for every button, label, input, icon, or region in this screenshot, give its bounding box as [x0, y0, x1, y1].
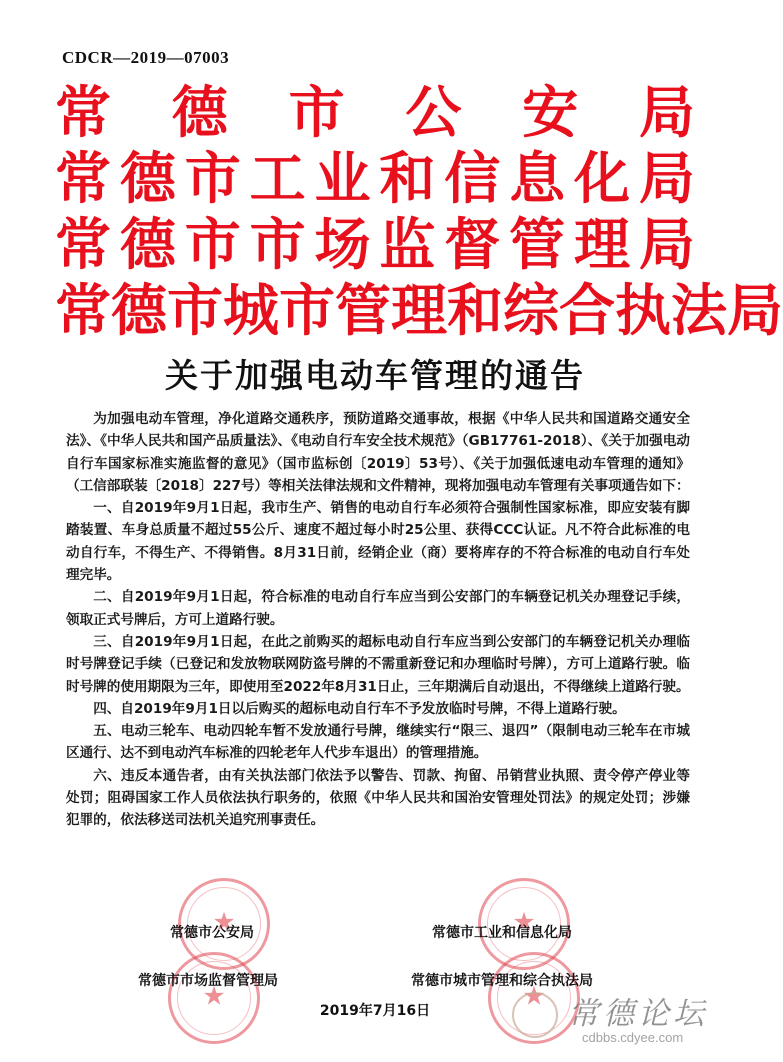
issuer-char: 执: [615, 278, 671, 344]
issuer-char: 局: [727, 278, 783, 344]
issue-date: 2019年7月16日: [319, 1003, 431, 1019]
issuer-char: 常: [55, 146, 111, 212]
issuer-line: [55, 146, 695, 212]
issuer-char: 德: [171, 80, 228, 146]
forum-watermark: [512, 988, 732, 1050]
issuer-char: 综: [503, 278, 559, 344]
signature-urban-management: 常德市城市管理和综合执法局: [411, 973, 593, 989]
document-code: CDCR—2019—07003: [62, 48, 230, 67]
issuer-char: 市: [167, 278, 223, 344]
issuer-char: 城: [223, 278, 279, 344]
issuer-char: 监: [379, 212, 436, 278]
issuer-char: 管: [335, 278, 391, 344]
issuer-char: 业: [314, 146, 371, 212]
issuer-char: 局: [638, 212, 695, 278]
issuer-char: 局: [638, 146, 695, 212]
issuer-char: 德: [119, 212, 176, 278]
issuer-char: 和: [447, 278, 503, 344]
forum-logo-icon: [512, 992, 558, 1038]
clause-5: 五、电动三轮车、电动四轮车暂不发放通行号牌，继续实行“限三、退四”（限制电动三轮车在市城区通行、达不到电动汽车标准的四轮老年人代步车退出）的管理措施。: [66, 723, 690, 762]
issuer-char: 场: [314, 212, 371, 278]
issuer-char: 法: [671, 278, 727, 344]
watermark-text: 常德论坛: [568, 996, 708, 1032]
official-seal-icon: [168, 952, 260, 1044]
issuer-char: 工: [249, 146, 306, 212]
issuer-char: 理: [391, 278, 447, 344]
issuer-char: 常: [55, 80, 111, 146]
signature-market-supervision: 常德市市场监督管理局: [138, 973, 278, 989]
issuer-char: 局: [638, 80, 695, 146]
clause-6: 六、违反本通告者，由有关执法部门依法予以警告、罚款、拘留、吊销营业执照、责令停产停业等处罚；阻碍国家工作人员依法执行职务的，依照《中华人民共和国治安管理处罚法》的规定处罚；涉嫌犯罪的，依法移送司法机关追究刑事责任。: [66, 767, 690, 829]
issuer-char: 德: [119, 146, 176, 212]
notice-title: 关于加强电动车管理的通告: [165, 356, 585, 395]
watermark-url: cdbbs.cdyee.com: [582, 1030, 684, 1045]
issuer-char: 和: [379, 146, 436, 212]
issuer-char: 市: [279, 278, 335, 344]
signature-industry-it: 常德市工业和信息化局: [432, 925, 572, 941]
issuer-line: [55, 212, 695, 278]
issuer-char: 合: [559, 278, 615, 344]
issuer-char: 公: [405, 80, 462, 146]
clause-4: 四、自2019年9月1日以后购买的超标电动自行车不予发放临时号牌，不得上道路行驶。: [93, 700, 626, 717]
clause-2: 二、自2019年9月1日起，符合标准的电动自行车应当到公安部门的车辆登记机关办理登记手续，领取正式号牌后，方可上道路行驶。: [66, 589, 690, 628]
signature-public-security: 常德市公安局: [170, 925, 254, 941]
issuer-char: 化: [574, 146, 630, 212]
issuer-char: 市: [184, 146, 241, 212]
issuer-char: 常: [55, 212, 111, 278]
issuer-char: 信: [444, 146, 501, 212]
issuer-char: 德: [111, 278, 167, 344]
issuer-line: [55, 80, 695, 146]
notice-body: [66, 408, 690, 832]
issuer-char: 市: [249, 212, 306, 278]
issuer-char: 市: [184, 212, 241, 278]
issuer-char: 安: [522, 80, 579, 146]
issuer-char: 督: [444, 212, 501, 278]
issuer-char: 息: [509, 146, 566, 212]
issuing-authorities: [55, 80, 783, 344]
issuer-char: 理: [574, 212, 630, 278]
issuer-char: 常: [55, 278, 111, 344]
issuer-line: [55, 278, 783, 344]
intro-paragraph: 为加强电动车管理，净化道路交通秩序，预防道路交通事故，根据《中华人民共和国道路交通安全法》、《中华人民共和国产品质量法》、《电动自行车安全技术规范》（GB17761-2018）、《关于加强电动自行车国家标准实施监督的意见》（国市监标创〔2019〕53号）、《关于加强低速电动车管理的通知》（工信部联装〔2018〕227号）等相关法律法规和文件精神，现将加强电动车管理有关事项通告如下：: [66, 411, 690, 494]
clause-1: 一、自2019年9月1日起，我市生产、销售的电动自行车必须符合强制性国家标准，即应安装有脚踏装置、车身总质量不超过55公斤、速度不超过每小时25公里、获得CCC认证。凡不符合此标准的电动自行车，不得生产、不得销售。8月31日前，经销企业（商）要将库存的不符合标准的电动自行车处理完毕。: [66, 500, 690, 584]
issuer-char: 管: [509, 212, 566, 278]
issuer-char: 市: [288, 80, 345, 146]
clause-3: 三、自2019年9月1日起，在此之前购买的超标电动自行车应当到公安部门的车辆登记机关办理临时号牌登记手续（已登记和发放物联网防盗号牌的不需重新登记和办理临时号牌），方可上道路行驶。临时号牌的使用期限为三年，即使用至2022年8月31日止，三年期满后自动退出，不得继续上道路行驶。: [66, 633, 690, 695]
